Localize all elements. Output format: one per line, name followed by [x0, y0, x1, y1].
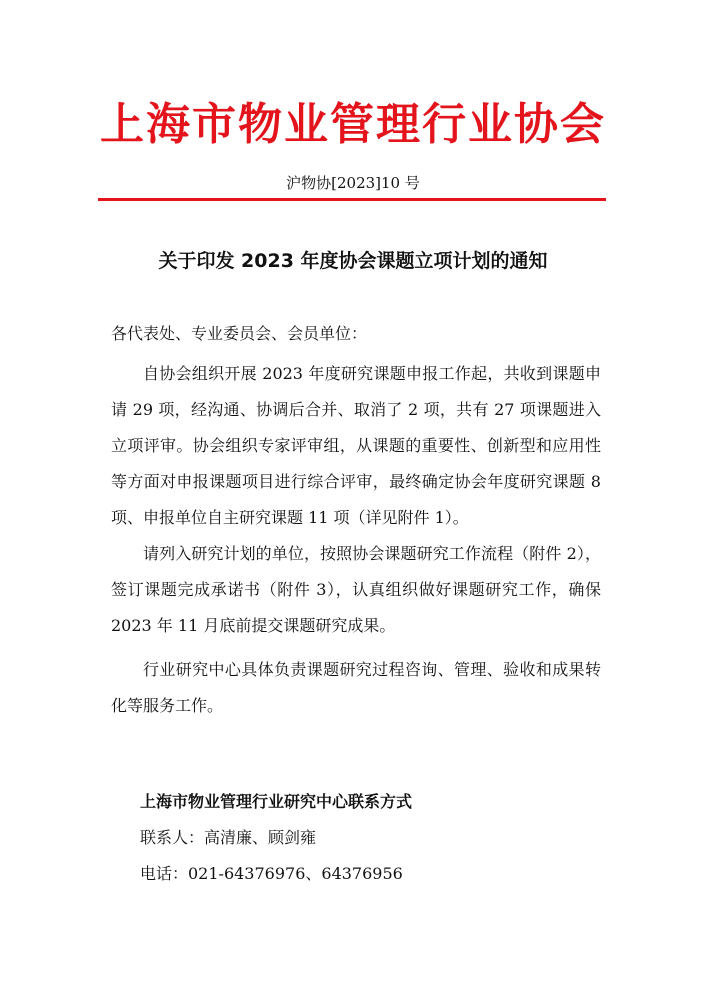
contact-heading: 上海市物业管理行业研究中心联系方式 — [140, 792, 413, 811]
organization-header: 上海市物业管理行业协会 — [100, 99, 606, 150]
body-paragraph-1: 自协会组织开展 2023 年度研究课题申报工作起，共收到课题申请 29 项，经沟通、协调后合并、取消了 2 项，共有 27 项课题进入立项评审。协会组织专家评审组，从课题的重要性、创新型和应用性等方面对申报课题项目进行综合评审，最终确定协会年度研究课题 8 项、申报单位自主研究课题 11 项（详见附件 1）。 — [111, 364, 601, 527]
salutation: 各代表处、专业委员会、会员单位： — [111, 324, 368, 343]
document-number: 沪物协[2023]10 号 — [286, 174, 420, 192]
body-paragraph-3: 行业研究中心具体负责课题研究过程咨询、管理、验收和成果转化等服务工作。 — [111, 660, 601, 715]
red-divider-line — [98, 198, 606, 201]
contact-person: 联系人：高清廉、顾剑雍 — [140, 828, 317, 847]
body-paragraph-2: 请列入研究计划的单位，按照协会课题研究工作流程（附件 2），签订课题完成承诺书（附件 3），认真组织做好课题研究工作，确保 2023 年 11 月底前提交课题研究成果。 — [111, 544, 601, 635]
notice-title: 关于印发 2023 年度协会课题立项计划的通知 — [158, 250, 548, 272]
contact-phone: 电话：021-64376976、64376956 — [140, 864, 403, 883]
